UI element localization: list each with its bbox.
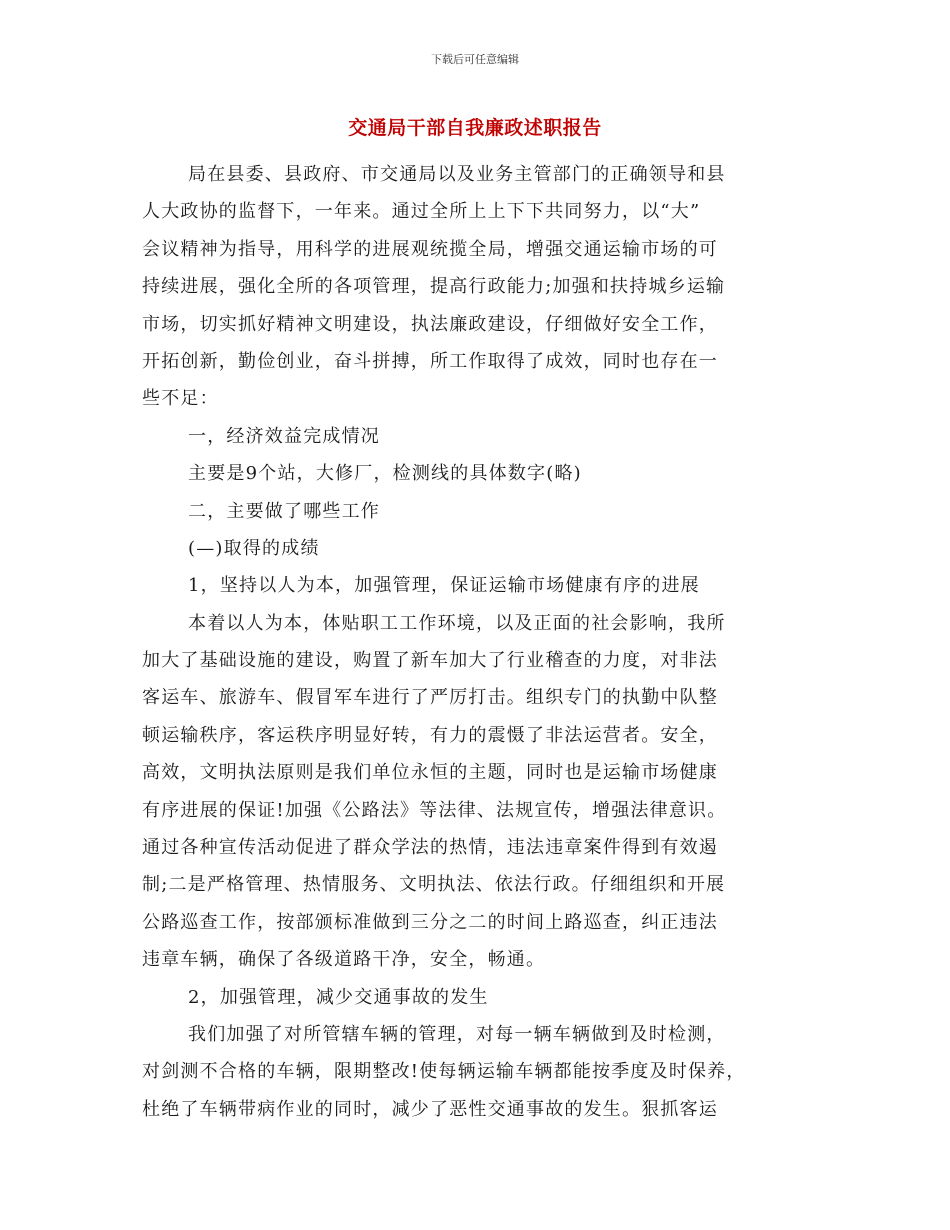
paragraph-line: 持续进展，强化全所的各项管理，提高行政能力;加强和扶持城乡运输 — [142, 276, 726, 298]
paragraph-line: 开拓创新，勤俭创业，奋斗拼搏，所工作取得了成效，同时也存在一 — [142, 350, 718, 372]
paragraph-line: 局在县委、县政府、市交通局以及业务主管部门的正确领导和县 — [188, 164, 726, 185]
paragraph-line: 市场，切实抓好精神文明建设，执法廉政建设，仔细做好安全工作， — [142, 313, 718, 335]
subsection-heading: 1，坚持以人为本，加强管理，保证运输市场健康有序的进展 — [188, 575, 700, 597]
paragraph-line: 人大政协的监督下，一年来。通过全所上上下下共同努力，以“大” — [142, 201, 701, 223]
paragraph-line: 会议精神为指导，用科学的进展观统揽全局，增强交通运输市场的可 — [142, 238, 718, 260]
section-heading: 二，主要做了哪些工作 — [188, 500, 380, 522]
paragraph-line: 客运车、旅游车、假冒军车进行了严厉打击。组织专门的执勤中队整 — [142, 687, 718, 709]
paragraph-line: 公路巡查工作，按部颁标准做到三分之二的时间上路巡查，纠正违法 — [142, 911, 718, 933]
paragraph-line: 对剑测不合格的车辆，限期整改!使每辆运输车辆都能按季度及时保养， — [142, 1061, 746, 1083]
paragraph-line: 违章车辆，确保了各级道路干净，安全，畅通。 — [142, 949, 546, 971]
subsection-heading: (—)取得的成绩 — [188, 537, 320, 559]
paragraph-line: 高效，文明执法原则是我们单位永恒的主题，同时也是运输市场健康 — [142, 762, 718, 784]
paragraph-line: 主要是9个站，大修厂，检测线的具体数字(略) — [188, 463, 582, 485]
paragraph-line: 杜绝了车辆带病作业的同时，减少了恶性交通事故的发生。狠抓客运 — [142, 1098, 718, 1120]
subsection-heading: 2，加强管理，减少交通事故的发生 — [188, 986, 489, 1008]
paragraph-line: 通过各种宣传活动促进了群众学法的热情，违法违章案件得到有效遏 — [142, 837, 718, 859]
paragraph-line: 加大了基础设施的建设，购置了新车加大了行业稽查的力度，对非法 — [142, 650, 718, 672]
section-heading: 一，经济效益完成情况 — [188, 425, 380, 447]
paragraph-line: 我们加强了对所管辖车辆的管理，对每一辆车辆做到及时检测， — [188, 1023, 726, 1045]
paragraph-line: 有序进展的保证!加强《公路法》等法律、法规宣传，增强法律意识。 — [142, 799, 727, 821]
paragraph-line: 些不足： — [142, 388, 219, 410]
document-body — [142, 156, 810, 1128]
document-title: 交通局干部自我廉政述职报告 — [348, 117, 602, 139]
paragraph-line: 制;二是严格管理、热情服务、文明执法、依法行政。仔细组织和开展 — [142, 874, 726, 896]
paragraph-line: 本着以人为本，体贴职工工作环境，以及正面的社会影响，我所 — [188, 612, 726, 634]
paragraph-line: 顿运输秩序，客运秩序明显好转，有力的震慑了非法运营者。安全， — [142, 724, 718, 746]
page-header-note: 下载后可任意编辑 — [431, 53, 519, 66]
